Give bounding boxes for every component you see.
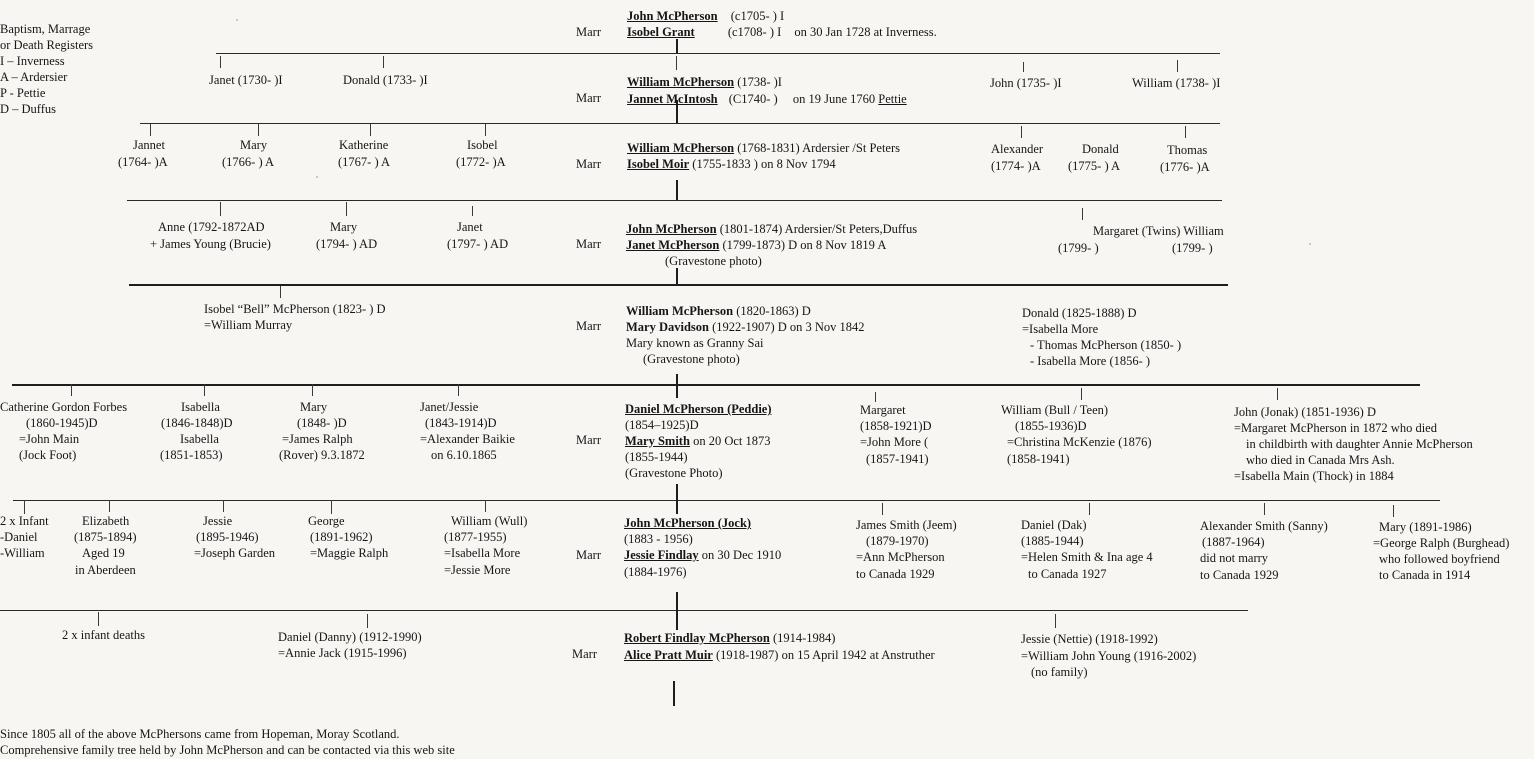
separator-line: [216, 53, 1220, 54]
child-tick: [472, 206, 473, 216]
g3-child-dates: (1776- )A: [1160, 160, 1210, 174]
g3-wife-name: Isobel Moir: [627, 157, 690, 171]
g3-child-name: Thomas: [1167, 143, 1208, 157]
child-tick: [1081, 388, 1082, 400]
g6-child-spouse: =John Main: [19, 432, 80, 446]
g6-child-name: Isabella: [181, 400, 220, 414]
child-tick: [258, 124, 259, 136]
g1-wife: [627, 24, 937, 40]
g6-child-note: (1858-1941): [1007, 452, 1070, 466]
child-tick: [223, 500, 224, 512]
marr-label: Marr: [576, 91, 601, 105]
g6-child-note: (Rover) 9.3.1872: [279, 448, 365, 462]
child-tick: [1082, 208, 1083, 220]
g6-child-name: John (Jonak) (1851-1936) D: [1234, 405, 1376, 419]
g6-child-spouse: =Isabella Main (Thock) in 1884: [1234, 469, 1394, 483]
child-tick: [280, 286, 281, 298]
g1-wife-dates: (c1708- ) I: [727, 25, 782, 39]
trunk-line: [676, 484, 678, 514]
g6-child-dates: (1843-1914)D: [425, 416, 497, 430]
child-tick: [367, 614, 368, 628]
g6-child-name: Mary: [300, 400, 328, 414]
g3-child-dates: (1775- ) A: [1068, 159, 1121, 173]
g1-husband-dates: (c1705- ) I: [730, 9, 785, 23]
g2-sibling: Donald (1733- )I: [343, 73, 428, 87]
g2-wife-name: Jannet McIntosh: [627, 92, 718, 106]
g7-child-dates: (1885-1944): [1021, 534, 1084, 548]
g6-wife-name: Mary Smith: [625, 434, 690, 448]
child-tick: [220, 202, 221, 216]
g7-child-spouse: =Helen Smith & Ina age 4: [1021, 550, 1153, 564]
g5-sibling: Donald (1825-1888) D: [1022, 306, 1137, 320]
g7-child-note: did not marry: [1200, 551, 1269, 565]
g4-twins: Margaret (Twins) William: [1093, 224, 1224, 238]
trunk-line: [676, 374, 678, 398]
g7-child-spouse: =Maggie Ralph: [310, 546, 389, 560]
g8-child-name: Jessie (Nettie) (1918-1992): [1021, 632, 1158, 646]
child-tick: [875, 392, 876, 402]
g2-marriage: on 19 June 1760: [792, 92, 876, 106]
g4-child-name: Mary: [330, 220, 358, 234]
g5-sibling-child: - Isabella More (1856- ): [1030, 354, 1151, 368]
g3-child-name: Alexander: [991, 142, 1044, 156]
g7-child-note: Aged 19: [82, 546, 125, 560]
g7-child-note: to Canada in 1914: [1379, 568, 1471, 582]
g1-husband: [627, 8, 784, 24]
g5-gravestone-note: (Gravestone photo): [643, 352, 740, 366]
scan-speck: [236, 19, 238, 21]
g6-gravestone-note: (Gravestone Photo): [625, 466, 723, 480]
g6-child-dates: (1846-1848)D: [161, 416, 233, 430]
g3-husband-details: (1768-1831) Ardersier /St Peters: [734, 141, 901, 155]
g7-child-spouse: =Joseph Garden: [194, 546, 275, 560]
g2-wife: [627, 91, 907, 107]
g4-child-dates: (1797- ) AD: [447, 237, 509, 251]
g6-child-dates: (1858-1921)D: [860, 419, 932, 433]
child-tick: [331, 500, 332, 514]
marr-label: Marr: [572, 647, 597, 661]
footer-contact-note: Comprehensive family tree held by John McPherson and can be contacted via this web site: [0, 743, 455, 757]
g3-wife-details: (1755-1833 ) on 8 Nov 1794: [689, 157, 836, 171]
g5-sibling-spouse: =William Murray: [204, 318, 293, 332]
g2-sibling: John (1735- )I: [990, 76, 1062, 90]
g7-child-note: to Canada 1929: [1200, 568, 1279, 582]
g5-husband: [626, 303, 811, 319]
g6-child-dates: (1851-1853): [160, 448, 223, 462]
g3-child-dates: (1767- ) A: [338, 155, 391, 169]
g4-twin-dates: (1799- ): [1172, 241, 1213, 255]
legend-pettie: P - Pettie: [0, 86, 46, 100]
g4-wife-name: Janet McPherson: [626, 238, 720, 252]
g5-wife-details: (1922-1907) D on 3 Nov 1842: [709, 320, 865, 334]
child-tick: [1021, 126, 1022, 138]
g6-child-name: Catherine Gordon Forbes: [0, 400, 128, 414]
g1-marriage: on 30 Jan 1728 at Inverness.: [794, 25, 937, 39]
g3-child-dates: (1766- ) A: [222, 155, 275, 169]
g2-husband-name: William McPherson: [627, 75, 735, 89]
g4-twin-dates: (1799- ): [1058, 241, 1099, 255]
child-tick: [109, 500, 110, 512]
trunk-line: [676, 180, 678, 200]
g5-husband-details: (1820-1863) D: [733, 304, 811, 318]
g6-wife: [625, 433, 771, 449]
g7-wife-dates: (1884-1976): [624, 565, 687, 579]
g7-child-name: William (Wull): [451, 514, 528, 528]
g6-child-note: in childbirth with daughter Annie McPherson: [1246, 437, 1473, 451]
g6-child-spouse: =John More (: [860, 435, 929, 449]
child-tick: [882, 503, 883, 515]
g2-wife-dates: (C1740- ): [728, 92, 778, 106]
g7-child-note: who followed boyfriend: [1379, 552, 1500, 566]
g8-wife: [624, 647, 935, 663]
g7-child-dates: (1877-1955): [444, 530, 507, 544]
g6-child-name: Isabella: [180, 432, 219, 446]
child-tick: [1264, 503, 1265, 515]
g7-child-note: to Canada 1929: [856, 567, 935, 581]
g4-child-name: Anne (1792-1872AD: [158, 220, 265, 234]
child-tick: [485, 124, 486, 136]
g7-child-dates: (1875-1894): [74, 530, 137, 544]
g7-child-name: Elizabeth: [82, 514, 130, 528]
g2-husband-dates: (1738- )I: [737, 75, 782, 89]
legend-inverness: I – Inverness: [0, 54, 65, 68]
g7-child-note: in Aberdeen: [75, 563, 136, 577]
g7-child-spouse: =Ann McPherson: [856, 550, 945, 564]
child-tick: [370, 124, 371, 136]
marr-label: Marr: [576, 25, 601, 39]
child-tick: [346, 202, 347, 216]
g2-sibling: William (1738- )I: [1132, 76, 1221, 90]
g6-child-spouse: =Margaret McPherson in 1872 who died: [1234, 421, 1437, 435]
g7-husband-name: [624, 515, 751, 531]
child-tick: [1185, 126, 1186, 138]
g7-husband-name-text: John McPherson (Jock): [624, 516, 752, 530]
g6-child-note: (1857-1941): [866, 452, 929, 466]
g3-child-name: Katherine: [339, 138, 389, 152]
g7-child-name: Daniel (Dak): [1021, 518, 1087, 532]
g5-wife-name: Mary Davidson: [626, 320, 709, 334]
footer-origin-note: Since 1805 all of the above McPhersons came from Hopeman, Moray Scotland.: [0, 727, 400, 741]
g6-child-note: (Jock Foot): [19, 448, 77, 462]
separator-line: [129, 284, 1228, 286]
g5-wife: [626, 319, 865, 335]
g3-child-name: Jannet: [133, 138, 165, 152]
g4-husband-details: (1801-1874) Ardersier/St Peters,Duffus: [716, 222, 918, 236]
g7-child-spouse: =Isabella More: [444, 546, 521, 560]
g5-sibling: Isobel “Bell” McPherson (1823- ) D: [204, 302, 386, 316]
g6-child-dates: (1860-1945)D: [26, 416, 98, 430]
g3-child-name: Donald: [1082, 142, 1119, 156]
g8-child-name: Daniel (Danny) (1912-1990): [278, 630, 422, 644]
separator-line: [12, 384, 1420, 386]
g7-child-spouse: =George Ralph (Burghead): [1373, 536, 1510, 550]
marr-label: Marr: [576, 237, 601, 251]
g6-child-note: on 6.10.1865: [431, 448, 497, 462]
child-tick: [1177, 60, 1178, 72]
g5-husband-name: William McPherson: [626, 304, 734, 318]
legend-duffus: D – Duffus: [0, 102, 57, 116]
g8-husband-dates: (1914-1984): [769, 631, 836, 645]
g7-child-dates: (1891-1962): [310, 530, 373, 544]
g6-husband-name: [625, 401, 772, 417]
separator-line: [140, 123, 1220, 124]
child-tick: [220, 56, 221, 68]
g7-child-name: George: [308, 514, 345, 528]
g7-child-name: -Daniel: [0, 530, 38, 544]
g1-wife-name: Isobel Grant: [627, 25, 695, 39]
g4-husband-name: John McPherson: [626, 222, 717, 236]
g7-child-name: James Smith (Jeem): [856, 518, 957, 532]
g6-child-dates: (1855-1936)D: [1015, 419, 1087, 433]
child-tick: [485, 500, 486, 512]
g7-child-name: 2 x Infant: [0, 514, 49, 528]
g7-child-name: Jessie: [203, 514, 233, 528]
g8-husband: [624, 630, 835, 646]
g8-wife-details: (1918-1987) on 15 April 1942 at Anstruther: [712, 648, 935, 662]
g7-child-name: -William: [0, 546, 45, 560]
marr-label: Marr: [576, 157, 601, 171]
g3-child-dates: (1764- )A: [118, 155, 168, 169]
child-tick: [676, 56, 677, 70]
scan-speck: [1309, 243, 1311, 245]
g7-husband-dates: (1883 - 1956): [624, 532, 693, 546]
g2-sibling: Janet (1730- )I: [209, 73, 283, 87]
g8-husband-name: Robert Findlay McPherson: [624, 631, 770, 645]
child-tick: [1393, 505, 1394, 517]
g5-sibling-spouse: =Isabella More: [1022, 322, 1099, 336]
g5-sibling-child: - Thomas McPherson (1850- ): [1030, 338, 1182, 352]
g8-wife-name: Alice Pratt Muir: [624, 648, 713, 662]
legend-ardersier: A – Ardersier: [0, 70, 68, 84]
trunk-line: [676, 268, 678, 284]
g3-husband: [627, 140, 900, 156]
child-tick: [312, 384, 313, 396]
g7-marriage: on 30 Dec 1910: [698, 548, 782, 562]
child-tick: [24, 500, 25, 514]
legend-subtitle: or Death Registers: [0, 38, 94, 52]
g3-husband-name: William McPherson: [627, 141, 735, 155]
g7-wife-name: Jessie Findlay: [624, 548, 699, 562]
g6-husband-dates: (1854–1925)D: [625, 418, 699, 432]
g3-child-name: Mary: [240, 138, 268, 152]
g3-child-dates: (1774- )A: [991, 159, 1041, 173]
g6-wife-dates: (1855-1944): [625, 450, 688, 464]
g7-child-dates: (1895-1946): [196, 530, 259, 544]
g6-child-dates: (1848- )D: [297, 416, 347, 430]
g7-child-name: Alexander Smith (Sanny): [1200, 519, 1328, 533]
g6-child-name: Margaret: [860, 403, 906, 417]
g1-husband-name: John McPherson: [627, 9, 718, 23]
marr-label: Marr: [576, 433, 601, 447]
trunk-line: [673, 681, 675, 706]
child-tick: [204, 384, 205, 396]
marr-label: Marr: [576, 548, 601, 562]
separator-line: [0, 610, 1248, 611]
g3-child-dates: (1772- )A: [456, 155, 506, 169]
g7-child-spouse: =Jessie More: [444, 563, 511, 577]
child-tick: [1277, 388, 1278, 400]
child-tick: [71, 384, 72, 396]
g7-wife: [624, 547, 781, 563]
g6-child-name: William (Bull / Teen): [1001, 403, 1109, 417]
legend-title: Baptism, Marrage: [0, 22, 91, 36]
trunk-line: [676, 592, 678, 630]
g2-marriage-place: Pettie: [878, 92, 907, 106]
g8-child-spouse: =William John Young (1916-2002): [1021, 649, 1197, 663]
g4-child-name: Janet: [457, 220, 483, 234]
child-tick: [1089, 503, 1090, 515]
g5-note: Mary known as Granny Sai: [626, 336, 764, 350]
separator-line: [13, 500, 1440, 501]
child-tick: [150, 124, 151, 136]
g4-husband: [626, 221, 917, 237]
trunk-line: [676, 39, 678, 53]
scan-speck: [316, 176, 318, 178]
g6-child-note: who died in Canada Mrs Ash.: [1246, 453, 1395, 467]
g4-gravestone-note: (Gravestone photo): [665, 254, 762, 268]
child-tick: [458, 384, 459, 396]
g8-child-note: (no family): [1031, 665, 1088, 679]
g7-child-dates: (1879-1970): [866, 534, 929, 548]
child-tick: [1023, 62, 1024, 72]
g6-child-spouse: =Alexander Baikie: [420, 432, 515, 446]
separator-line: [127, 200, 1222, 201]
g4-child-spouse: + James Young (Brucie): [150, 237, 271, 251]
g6-marriage: on 20 Oct 1873: [689, 434, 771, 448]
child-tick: [383, 56, 384, 68]
child-tick: [1055, 614, 1056, 628]
g7-child-name: Mary (1891-1986): [1379, 520, 1472, 534]
g4-wife: [626, 237, 886, 253]
g2-husband: [627, 74, 782, 90]
g6-child-spouse: =James Ralph: [282, 432, 353, 446]
g8-child-spouse: =Annie Jack (1915-1996): [278, 646, 407, 660]
g6-child-name: Janet/Jessie: [420, 400, 479, 414]
g6-husband-name-text: Daniel McPherson (Peddie): [625, 402, 772, 416]
child-tick: [98, 612, 99, 626]
g4-wife-details: (1799-1873) D on 8 Nov 1819 A: [719, 238, 887, 252]
g3-wife: [627, 156, 836, 172]
g4-child-dates: (1794- ) AD: [316, 237, 378, 251]
g8-child-name: 2 x infant deaths: [62, 628, 145, 642]
g6-child-spouse: =Christina McKenzie (1876): [1007, 435, 1152, 449]
marr-label: Marr: [576, 319, 601, 333]
g7-child-dates: (1887-1964): [1202, 535, 1265, 549]
g3-child-name: Isobel: [467, 138, 498, 152]
g7-child-note: to Canada 1927: [1028, 567, 1107, 581]
